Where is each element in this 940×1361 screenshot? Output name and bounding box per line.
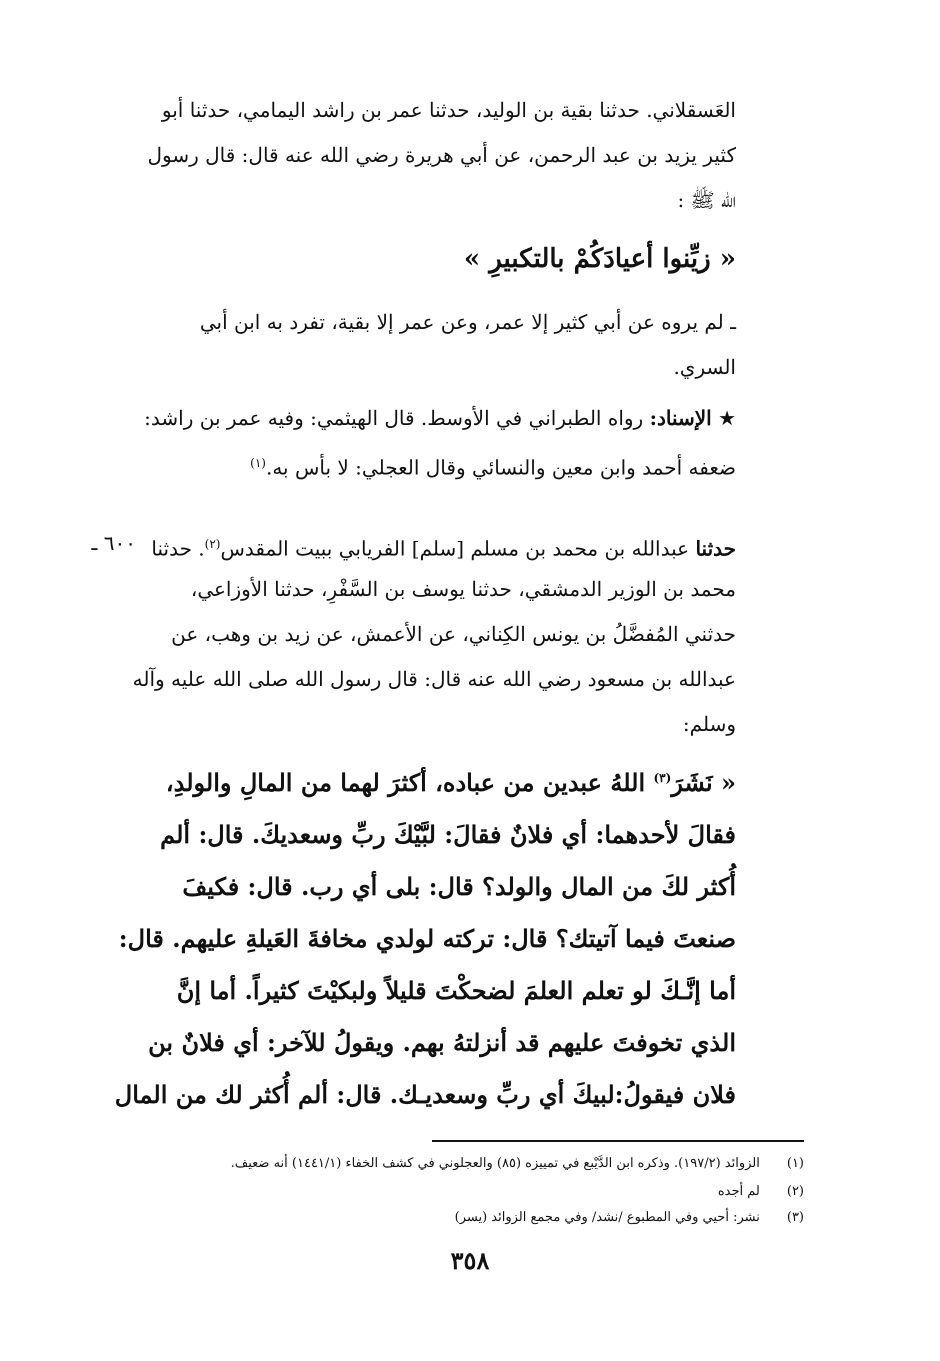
isnad-text: . حدثنا <box>151 536 205 561</box>
isnad-paragraph-2 <box>72 396 736 491</box>
hadith-600-isnad-cont <box>72 567 736 747</box>
text-line <box>136 522 736 572</box>
text-line <box>72 752 736 809</box>
footnote-ref: (١) <box>250 456 266 470</box>
text-line: السري. <box>673 355 736 379</box>
text-line: فقالَ لأحدهما: أي فلانٌ فقالَ: لبَّيْكَ ربِّ وسعديكَ. قال: ألم <box>160 820 736 849</box>
text-line: فلان فيقولُ:لبيكَ أي ربِّ وسعديـك. قال: ألم أُكثر لك من المال <box>114 1080 736 1109</box>
footnote-ref: (٢) <box>204 537 221 551</box>
footnote-1 <box>231 1156 804 1171</box>
text-line: ـ لم يروه عن أبي كثير إلا عمر، وعن عمر إلا بقية، تفرد به ابن أبي <box>199 310 736 334</box>
text-line: العَسقلاني. حدثنا بقية بن الوليد، حدثنا عمر بن راشد اليمامي، حدثنا أبو <box>161 98 736 122</box>
note-paragraph <box>72 300 736 390</box>
hadith-600-text <box>72 752 736 1121</box>
text-line: محمد بن الوزير الدمشقي، حدثنا يوسف بن السَّفْرِ، حدثنا الأوزاعي، <box>190 577 736 601</box>
footnote-ref: (٣) <box>653 771 672 785</box>
isnad-paragraph-1 <box>72 88 736 223</box>
footnote-text: الزوائد (١٩٧/٢). وذكره ابن الدَّيْبع في تمييزه (٨٥) والعجلوني في كشف الخفاء (١٤٤١/١) أنه ضعيف. <box>230 1156 760 1171</box>
hadith-text-1: « زيِّنوا أعيادَكُمْ بالتكبيرِ » <box>463 244 736 274</box>
footnote-2 <box>718 1184 804 1199</box>
text-line: الله ﷺ : <box>677 188 736 212</box>
isnad-text: عبدالله بن محمد بن مسلم [سلم] الفريابي ببيت المقدس <box>220 536 690 561</box>
footnote-text: نشر: أحيي وفي المطبوع /نشد/ وفي مجمع الزوائد (يسر) <box>454 1210 760 1225</box>
text-line: وسلم: <box>682 712 736 736</box>
isnad-label: الإسناد: <box>649 406 712 430</box>
page-number: ٣٥٨ <box>450 1246 490 1275</box>
isnad-text: رواه الطبراني في الأوسط. قال الهيثمي: وفيه عمر بن راشد: <box>144 406 644 430</box>
hadith-600-isnad <box>136 522 736 572</box>
text-line <box>72 441 736 491</box>
star-icon: ★ <box>718 406 736 430</box>
text-line <box>72 396 736 441</box>
text-line: صنعتَ فيما آتيتك؟ قال: تركته لولدي مخافةَ العَيلةِ عليهم. قال: <box>118 924 736 953</box>
hadith-number: ٦٠٠ ـ <box>91 531 136 555</box>
text-line: أُكثر لكَ من المال والولد؟ قال: بلى أي رب. قال: فكيفَ <box>182 872 736 901</box>
hadith-text: اللهُ عبدين من عباده، أكثرَ لهما من المالِ والولدِ، <box>165 768 646 797</box>
text-line: كثير يزيد بن عبد الرحمن، عن أبي هريرة رضي الله عنه قال: قال رسول <box>147 143 736 167</box>
text-line: أما إنَّـكَ لو تعلم العلمَ لضحكْتَ قليلاً ولبكيْتَ كثيراً. أما إنَّ <box>176 976 736 1005</box>
isnad-text: ضعفه أحمد وابن معين والنسائي وقال العجلي: لا بأس به. <box>265 455 736 480</box>
footnote-text: لم أجده <box>717 1184 760 1199</box>
footnote-number: (٣) <box>786 1210 804 1225</box>
footnote-3 <box>455 1210 804 1225</box>
text-line: عبدالله بن مسعود رضي الله عنه قال: قال رسول الله صلى الله عليه وآله <box>132 667 736 691</box>
text-line: حدثني المُفضَّلُ بن يونس الكِناني، عن الأعمش، عن زيد بن وهب، عن <box>171 622 736 646</box>
footnote-divider <box>432 1140 804 1142</box>
haddathana-label: حدثنا <box>695 536 736 561</box>
hadith-text: « نَشَرَ <box>671 768 736 797</box>
text-line: الذي تخوفتَ عليهم قد أنزلتهُ بهم. ويقولُ للآخر: أي فلانٌ بن <box>148 1028 736 1057</box>
footnote-number: (١) <box>786 1156 804 1171</box>
footnote-number: (٢) <box>786 1184 804 1199</box>
